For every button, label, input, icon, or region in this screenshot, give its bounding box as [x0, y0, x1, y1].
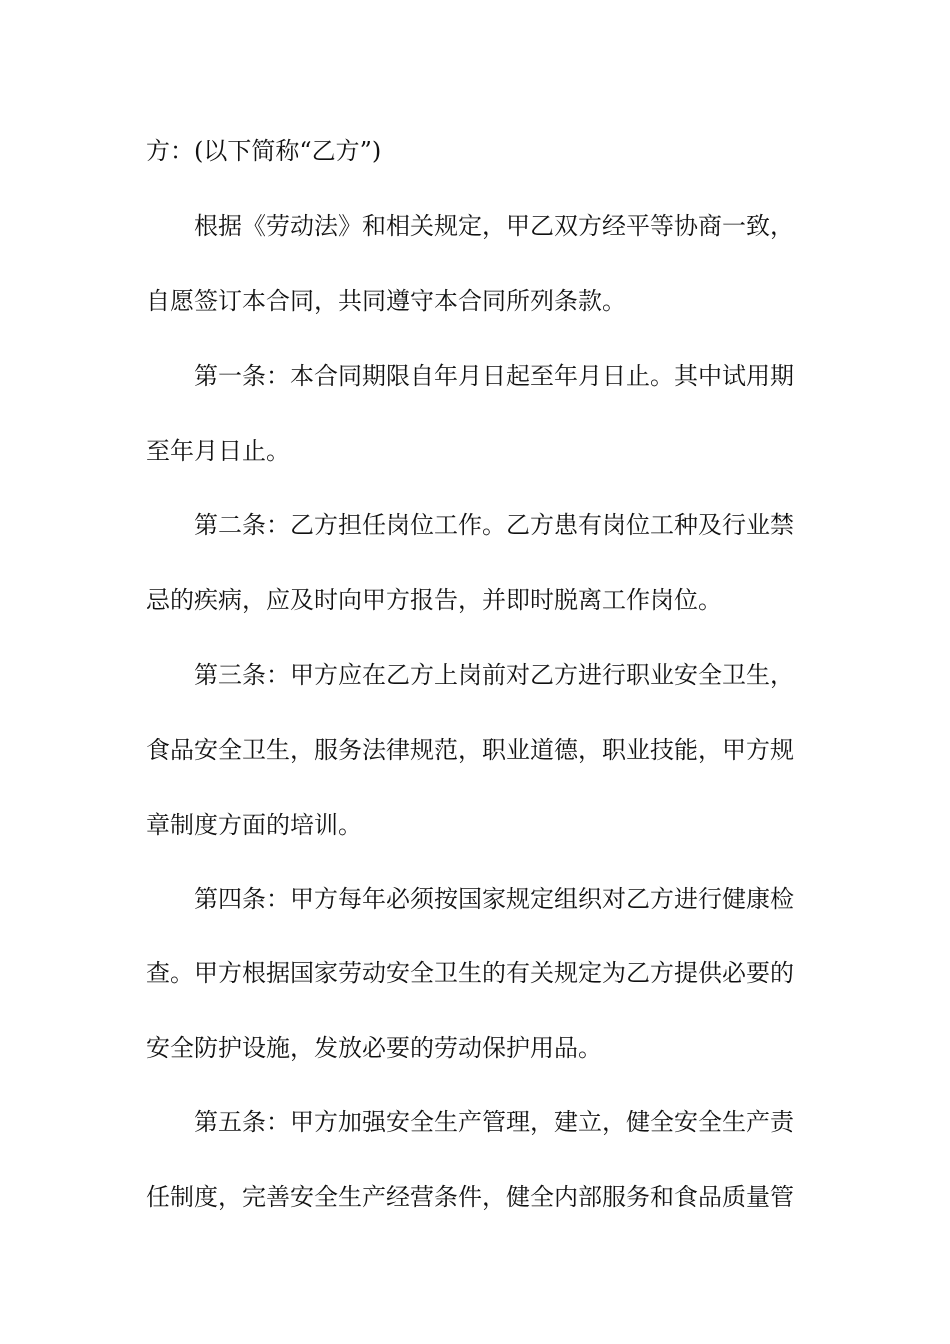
paragraph-line: 第二条：乙方担任岗位工作。乙方患有岗位工种及行业禁 — [194, 511, 794, 539]
text-line: 自愿签订本合同，共同遵守本合同所列条款。 — [146, 287, 626, 315]
text-line: 查。甲方根据国家劳动安全卫生的有关规定为乙方提供必要的 — [146, 959, 794, 987]
paragraph-line: 第三条：甲方应在乙方上岗前对乙方进行职业安全卫生， — [194, 661, 794, 689]
text-line: 章制度方面的培训。 — [146, 811, 362, 839]
text-line: 食品安全卫生，服务法律规范，职业道德，职业技能，甲方规 — [146, 736, 794, 764]
text-line: 忌的疾病，应及时向甲方报告，并即时脱离工作岗位。 — [146, 586, 722, 614]
paragraph-line: 第四条：甲方每年必须按国家规定组织对乙方进行健康检 — [194, 885, 794, 913]
text-line: 方：(以下简称“乙方”) — [146, 137, 382, 165]
text-line: 至年月日止。 — [146, 437, 290, 465]
paragraph-line: 根据《劳动法》和相关规定，甲乙双方经平等协商一致， — [194, 212, 794, 240]
text-line: 安全防护设施，发放必要的劳动保护用品。 — [146, 1034, 602, 1062]
text-line: 任制度，完善安全生产经营条件，健全内部服务和食品质量管 — [146, 1183, 794, 1211]
paragraph-line: 第五条：甲方加强安全生产管理，建立，健全安全生产责 — [194, 1108, 794, 1136]
paragraph-line: 第一条：本合同期限自年月日起至年月日止。其中试用期 — [194, 362, 794, 390]
